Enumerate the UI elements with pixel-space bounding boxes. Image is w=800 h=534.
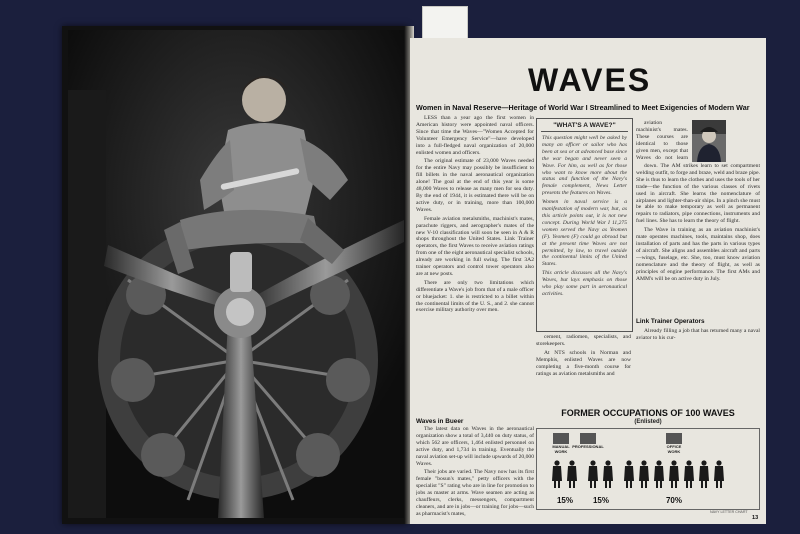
wave-figure-mark: [603, 460, 613, 488]
value-label: 15%: [592, 496, 610, 505]
paragraph: Their jobs are varied. The Navy now has its first female "bosun's mates," petty officers with the specialist "S" rating who are in line for promotion to jobs as master at arms. Wave seamen are acting as chauffeurs, clerks, messengers, compartment cleaners, and are in jobs—or training for jobs—such as pharmacist's mates,: [416, 469, 534, 517]
wave-figure-mark: [684, 460, 694, 488]
box-title: "WHAT'S A WAVE?": [541, 122, 628, 132]
paragraph: down. The AM strikes learn to set compartment welding outfit, to forge and braze, weld and braze pipe. She is thus to learn the clothes and uses the tools of her trade—the function of the various classes of rivets used in aircraft. She learns the nomenclature of airplanes and lighter-than-air ships. In a pinch she must be able to make temporary as well as permanent repairs to radiators, pipe connections, instruments and fuel lines. She has to learn the theory of flight.: [636, 163, 760, 225]
chart-frame: [536, 428, 760, 510]
article-column-1-continued: [416, 426, 534, 522]
wave-figure-mark: [588, 460, 598, 488]
value-label: 70%: [665, 496, 683, 505]
paragraph: This article discusses all the Navy's Waves, but lays emphasis on those who play some part in aeronautical activities.: [542, 270, 627, 297]
article-column-3-continued: [636, 328, 760, 368]
wave-figure-mark: [669, 460, 679, 488]
portrait-image: [692, 120, 726, 162]
paragraph: Female aviation metalsmiths, machinist's mates, parachute riggers, and aerographer's mates of the new V-10 classification will soon be seen in A & R shops throughout the United States. Link Trainer operators, the first Waves to receive aviation ratings from one of the eight aeronautical specialist schools, already are working in full swing. The first 3A2 trainer operators and control tower operators also are at new posts.: [416, 215, 534, 277]
chart-subtitle: (Enlisted): [634, 419, 662, 425]
whats-a-wave-box: [536, 118, 633, 332]
category-icon: [666, 433, 682, 444]
paragraph: The Wave in training as an aviation machinist's mate operates machines, tools, maintains shop, does installation of parts and has the parts in various types of aircraft. She aligns and assembles aircraft and parts—wings, fuselage, etc. She, too, must know aviation nomenclature and the theory of flight, as well as principles of engine performance. The first AMs and AMM's will be on active duty in July.: [636, 227, 760, 282]
wave-figure-mark: [699, 460, 709, 488]
wave-figure-mark: [639, 460, 649, 488]
paragraph: At NTS schools in Norman and Memphis, enlisted Waves are now completing a five-month course for ratings as aviation metalsmiths and: [536, 349, 631, 377]
wave-figure-mark: [624, 460, 634, 488]
page-subtitle: Women in Naval Reserve—Heritage of World War I Streamlined to Meet Exigencies of Modern War: [416, 103, 750, 112]
category-label: PROFESSIONAL: [572, 444, 604, 449]
wave-figure-mark: [714, 460, 724, 488]
article-column-1: [416, 115, 534, 415]
category-label: WORK: [667, 449, 681, 454]
wave-figure-mark: [654, 460, 664, 488]
paragraph: Women in naval service is a manifestation of modern war, but, as this article points out, it is not new concept. During World War I 11,275 women served the Navy as Yeomen (F). Yeomen (F) could go abroad but at the present time Waves are not permitted, by law, to travel outside the continental limits of the United States.: [542, 199, 627, 268]
paragraph: The latest data on Waves in the aeronautical organization show a total of 3,440 on duty status, of which 562 are officers, 1,464 enlisted personnel on active duty, and 1,734 in training. Eventually the naval aviation set-up will include upwards of 20,000 Waves.: [416, 426, 534, 467]
photograph-wave-on-engine: [68, 30, 404, 518]
category-icon: [580, 433, 596, 444]
category-label: MANUAL: [552, 444, 570, 449]
article-column-3-top: [636, 120, 688, 160]
magazine-spread: [62, 26, 768, 524]
wave-figure-mark: [552, 460, 562, 488]
category-icon: [553, 433, 569, 444]
paragraph: There are only two limitations which differentiate a Wave's job from that of a male officer or bluejacket: 1. she is restricted to a billet within the continental limits of the U. S., and 2. she cannot exercise military authority over men.: [416, 279, 534, 314]
box-text: [542, 135, 627, 325]
chart-title: FORMER OCCUPATIONS OF 100 WAVES: [561, 408, 735, 418]
paragraph: Already filling a job that has returned many a naval aviator to his cur-: [636, 328, 760, 341]
chart-graphic: [537, 429, 759, 509]
value-label: 15%: [556, 496, 574, 505]
category-label: OFFICE: [666, 444, 682, 449]
wave-figure-mark: [567, 460, 577, 488]
wave-portrait-thumbnail: [692, 120, 726, 162]
paragraph: aviation machinist's mates. These courses are identical to those given men, except that Waves do not learn: [636, 120, 688, 160]
section-heading-waves-in-bueer: Waves in Bueer: [416, 418, 464, 425]
paragraph: cement, radiomen, specialists, and storekeepers.: [536, 334, 631, 347]
right-page-article: [410, 38, 766, 524]
paragraph: The original estimate of 23,000 Waves needed for the entire Navy may possibly be insufficient to fill billets in the naval aeronautical organization alone! The goal at the end of this year is some 48,000 Waves to release as many men for sea duty. By the end of 1944, it is estimated there will be on active duty, or in training, more than 100,000 Waves.: [416, 158, 534, 213]
section-heading-link-trainer: Link Trainer Operators: [636, 318, 705, 325]
article-column-2: [536, 334, 631, 406]
paragraph: LESS than a year ago the first women in American history were appointed naval officers. Since that time the Waves—"Women Accepted for Volunteer Emergency Service"—have developed into a full-fledged naval organization of 20,000 enlisted women and officers.: [416, 115, 534, 156]
page-number: 13: [752, 515, 759, 521]
category-label: WORK: [554, 449, 568, 454]
occupations-chart: [536, 408, 760, 510]
page-title: WAVES: [528, 62, 652, 98]
article-column-3: [636, 163, 760, 313]
paragraph: This question might well be asked by many an officer or sailor who has been at sea or at advanced base since the war began and never seen a Wave. For him, as well as for those who want to know more about the status and function of the Navy's female complement, News Letter presents the features on Waves.: [542, 135, 627, 197]
chart-credit: NAVY LETTER CHART: [710, 510, 748, 514]
left-page-photo: [62, 26, 408, 524]
